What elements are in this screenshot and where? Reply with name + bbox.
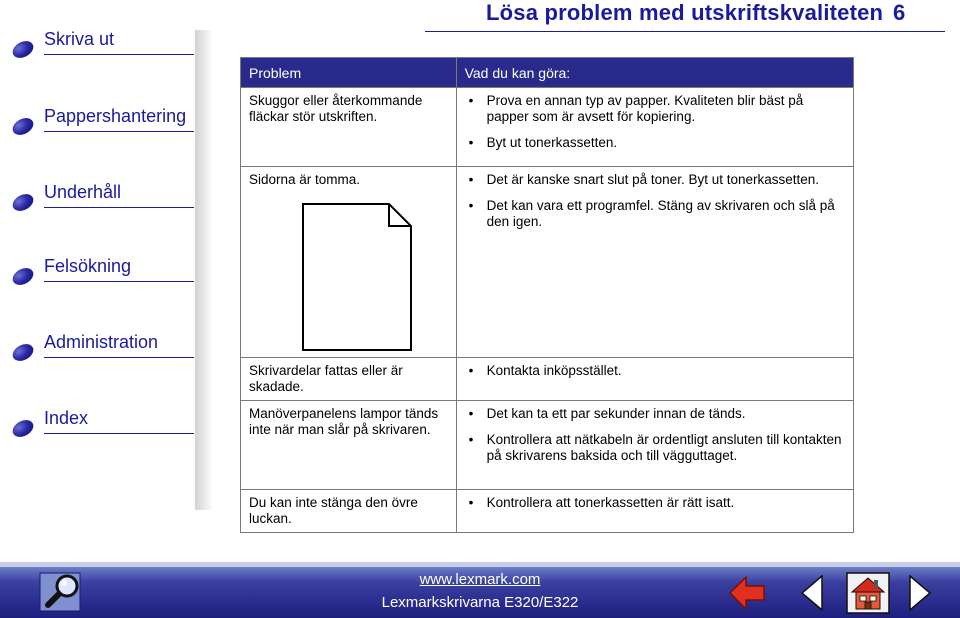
home-icon[interactable] (846, 572, 890, 614)
footer-url-text[interactable]: www.lexmark.com (419, 571, 541, 588)
action-cell (456, 167, 853, 358)
page-number: 6 (893, 0, 906, 25)
action-item: • Kontrollera att tonerkassetten är rätt isatt. (465, 495, 845, 511)
nav-underline (44, 207, 194, 208)
action-item: • Byt ut tonerkassetten. (465, 135, 845, 151)
nav-bullet-icon (10, 265, 36, 289)
nav-underline (44, 54, 194, 55)
action-item: • Det kan ta ett par sekunder innan de tänds. (465, 406, 845, 422)
column-header-problem: Problem (241, 58, 457, 88)
footer-product-name: Lexmarkskrivarna E320/E322 (381, 594, 579, 611)
sidebar-item-label[interactable]: Pappershantering (44, 106, 187, 126)
sidebar-item-label[interactable]: Index (44, 408, 89, 428)
title-divider (425, 31, 945, 32)
sidebar-item-felsokning[interactable] (12, 256, 184, 286)
action-cell (456, 88, 853, 167)
page-title: Lösa problem med utskriftskvaliteten (486, 0, 884, 25)
problem-cell: Manöverpanelens lampor tänds inte när man slår på skrivaren. (241, 401, 457, 490)
table-row (241, 358, 854, 401)
nav-bullet-icon (10, 417, 36, 441)
nav-underline (44, 281, 194, 282)
blank-page-icon (301, 202, 413, 352)
problem-cell: Du kan inte stänga den övre luckan. (241, 490, 457, 533)
sidebar-item-label[interactable]: Skriva ut (44, 29, 115, 49)
action-item: • Det kan vara ett programfel. Stäng av skrivaren och slå på den igen. (465, 198, 845, 230)
action-item: • Kontakta inköpsstället. (465, 363, 845, 379)
next-page-icon[interactable] (908, 574, 932, 612)
problem-cell: Skrivardelar fattas eller är skadade. (241, 358, 457, 401)
action-cell (456, 358, 853, 401)
table-row (241, 490, 854, 533)
action-cell (456, 401, 853, 490)
sidebar-item-index[interactable] (12, 408, 184, 438)
sidebar-item-administration[interactable] (12, 332, 184, 362)
nav-underline (44, 357, 194, 358)
action-item: • Prova en annan typ av papper. Kvaliteten blir bäst på papper som är avsett för kopiering. (465, 93, 845, 125)
sidebar-item-label[interactable]: Felsökning (44, 256, 132, 276)
sidebar-item-label[interactable]: Administration (44, 332, 159, 352)
problem-cell (241, 167, 457, 358)
table-row (241, 88, 854, 167)
problem-text: Sidorna är tomma. (249, 172, 361, 187)
nav-bullet-icon (10, 191, 36, 215)
nav-bullet-icon (10, 341, 36, 365)
problem-cell: Skuggor eller återkommande fläckar stör utskriften. (241, 88, 457, 167)
nav-bullet-icon (10, 38, 36, 62)
sidebar-item-pappershantering[interactable] (12, 106, 187, 136)
action-item: • Det är kanske snart slut på toner. Byt ut tonerkassetten. (465, 172, 845, 188)
action-item: • Kontrollera att nätkabeln är ordentligt ansluten till kontakten på skrivarens baksida och till vägguttaget. (465, 432, 845, 464)
table-header-row (241, 58, 854, 88)
sidebar-item-underhall[interactable] (12, 182, 184, 212)
prev-page-icon[interactable] (800, 574, 824, 612)
sidebar-shadow (195, 30, 213, 510)
nav-underline (44, 131, 194, 132)
column-header-action: Vad du kan göra: (456, 58, 853, 88)
nav-underline (44, 433, 194, 434)
sidebar-item-skriva-ut[interactable] (12, 29, 184, 59)
nav-bullet-icon (10, 115, 36, 139)
search-icon[interactable] (38, 571, 86, 615)
back-arrow-icon[interactable] (728, 574, 766, 612)
table-row (241, 167, 854, 358)
sidebar-item-label[interactable]: Underhåll (44, 182, 122, 202)
troubleshooting-table (240, 57, 854, 533)
action-cell (456, 490, 853, 533)
table-row (241, 401, 854, 490)
